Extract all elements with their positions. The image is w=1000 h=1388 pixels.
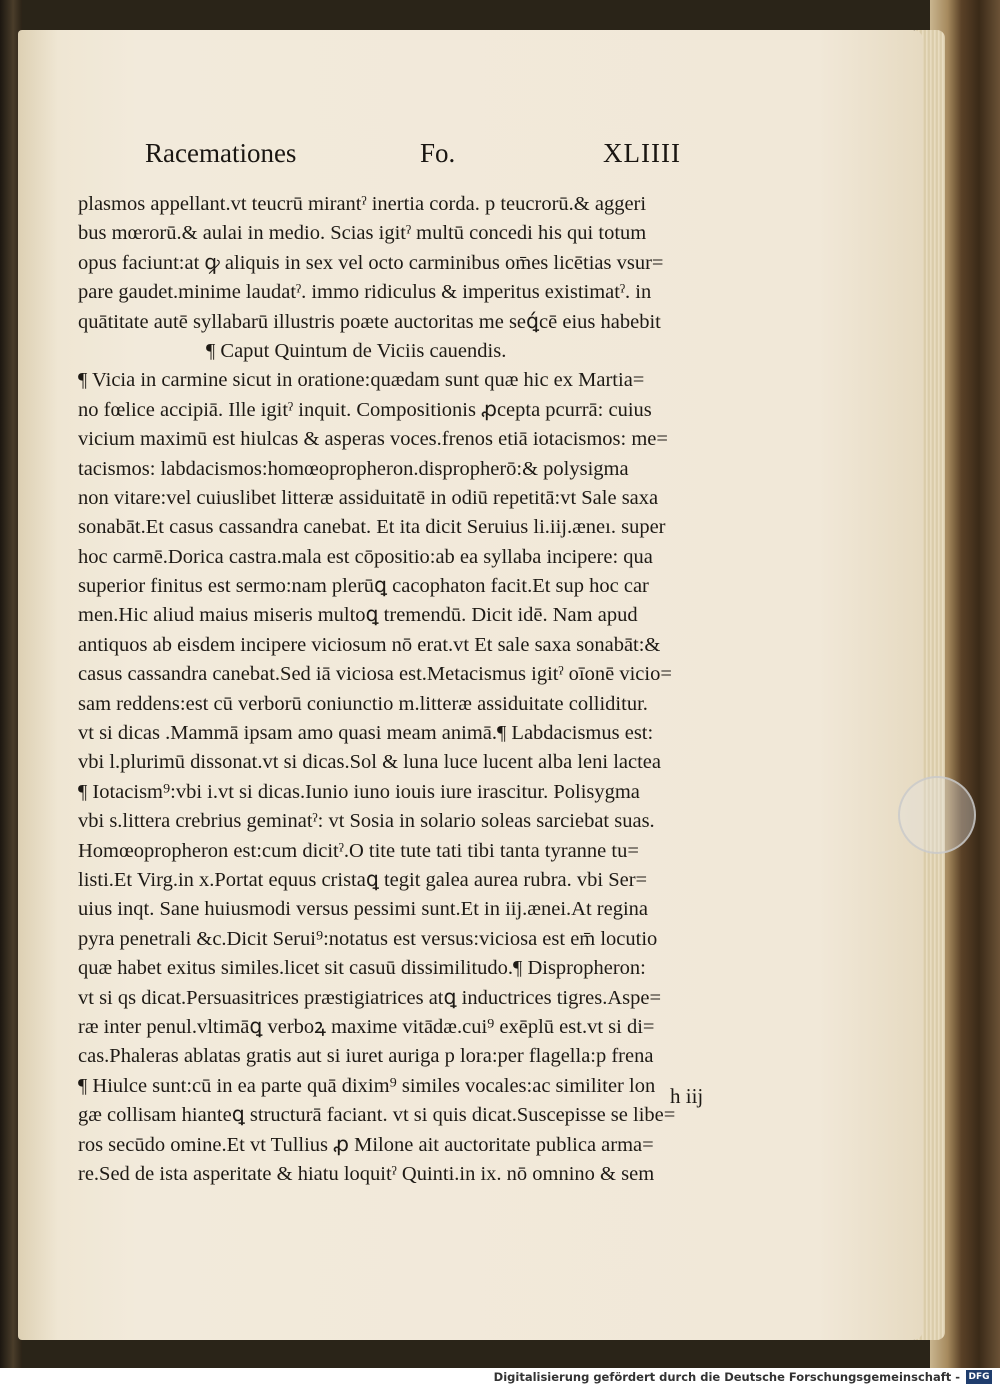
signature-mark: h iij bbox=[670, 1084, 704, 1108]
text-line: Homœopropheron est:cum dicitˀ.O tite tute tati tibi tanta tyranne tu= bbox=[78, 839, 639, 862]
text-line: men.Hic aliud maius miseris multoꝗ tremendū. Dicit idē. Nam apud bbox=[78, 604, 638, 627]
text-line: antiquos ab eisdem incipere viciosum nō erat.vt Et sale saxa sonabāt:& bbox=[78, 633, 661, 656]
text-line: vicium maximū est hiulcas & asperas voces.frenos etiā iotacismos: me= bbox=[78, 428, 668, 451]
text-line: casus cassandra canebat.Sed iā viciosa est.Metacismus igitˀ oīonē vicio= bbox=[78, 663, 672, 686]
text-line: uius inqt. Sane huiusmodi versus pessimi sunt.Et in iij.ænei.At regina bbox=[78, 898, 648, 921]
text-line: pare gaudet.minime laudatˀ. immo ridiculus & imperitus existimatˀ. in bbox=[78, 281, 652, 304]
text-line: ¶ Vicia in carmine sicut in oratione:quædam sunt quæ hic ex Martia= bbox=[78, 369, 645, 392]
text-line: superior finitus est sermo:nam plerūꝗ cacophaton facit.Et sup hoc car bbox=[78, 575, 649, 598]
text-line: sam reddens:est cū verborū coniunctio m.litteræ assiduitate colliditur. bbox=[78, 692, 648, 715]
text-line: cas.Phaleras ablatas gratis aut si iuret auriga p lora:per flagella:p frena bbox=[78, 1045, 654, 1068]
text-line: vt si dicas .Mammā ipsam amo quasi meam animā.¶ Labdacismus est: bbox=[78, 722, 654, 745]
footer-bar bbox=[0, 1368, 1000, 1388]
text-line: listi.Et Virg.in x.Portat equus cristaꝗ tegit galea aurea rubra. vbi Ser= bbox=[78, 868, 648, 891]
folio-label: Fo. bbox=[420, 138, 456, 168]
text-line: ros secūdo omine.Et vt Tullius ꝓ Milone ait auctoritate publica arma= bbox=[78, 1133, 654, 1156]
text-line: quæ habet exitus similes.licet sit casuū dissimilitudo.¶ Dispropheron: bbox=[78, 957, 646, 980]
running-title: Racemationes bbox=[145, 138, 297, 168]
text-line: vt si qs dicat.Persuasitrices præstigiatrices atꝗ inductrices tigres.Aspe= bbox=[78, 986, 662, 1009]
dfg-logo: DFG bbox=[966, 1370, 992, 1384]
chapter-heading: ¶ Caput Quintum de Viciis cauendis. bbox=[206, 339, 507, 362]
running-header bbox=[145, 138, 690, 178]
paper-clip bbox=[898, 776, 976, 854]
text-line: ¶ Hiulce sunt:cū in ea parte quā dixim⁹ similes vocales:ac similiter lon bbox=[78, 1074, 656, 1097]
text-line: re.Sed de ista asperitate & hiatu loquitˀ Quinti.in ix. nō omnino & sem bbox=[78, 1162, 655, 1185]
text-line: tacismos: labdacismos:homœopropheron.dispropherō:& polysigma bbox=[78, 457, 629, 480]
text-line: hoc carmē.Dorica castra.mala est cōpositio:ab ea syllaba incipere: qua bbox=[78, 545, 653, 568]
folio-number: XLIIII bbox=[603, 138, 681, 168]
funding-notice: Digitalisierung gefördert durch die Deutsche Forschungsgemeinschaft - bbox=[493, 1370, 960, 1384]
text-line: ¶ Iotacism⁹:vbi i.vt si dicas.Iunio iuno iouis iure irascitur. Polisygma bbox=[78, 780, 640, 803]
text-line: bus mœrorū.& aulai in medio. Scias igitˀ multū concedi his qui totum bbox=[78, 222, 647, 245]
text-line: non vitare:vel cuiuslibet litteræ assiduitatē in odiū repetitā:vt Sale saxa bbox=[78, 486, 659, 509]
body-text bbox=[78, 190, 768, 1189]
text-line: vbi l.plurimū dissonat.vt si dicas.Sol & luna luce lucent alba leni lactea bbox=[78, 751, 661, 774]
text-line: quātitate autē syllabarū illustris poæte auctoritas me seꝗ́cē eius habebit bbox=[78, 310, 661, 333]
text-line: vbi s.littera crebrius geminatˀ: vt Sosia in solario soleas sarciebat suas. bbox=[78, 810, 655, 833]
text-line: ræ inter penul.vltimāꝗ verboꝝ maxime vitādæ.cui⁹ exēplū est.vt si di= bbox=[78, 1015, 655, 1038]
text-line: sonabāt.Et casus cassandra canebat. Et ita dicit Seruius li.iij.æneı. super bbox=[78, 516, 666, 539]
text-line: gæ collisam hianteꝗ structurā faciant. vt si quis dicat.Suscepisse se libe= bbox=[78, 1104, 676, 1127]
text-line: plasmos appellant.vt teucrū mirantˀ inertia corda. p teucrorū.& aggeri bbox=[78, 193, 647, 215]
text-line: no fœlice accipiā. Ille igitˀ inquit. Compositionis ꝓcepta pcurrā: cuius bbox=[78, 398, 652, 421]
text-line: pyra penetrali &c.Dicit Serui⁹:notatus est versus:viciosa est em̄ locutio bbox=[78, 927, 658, 950]
text-line: opus faciunt:at ꝙ aliquis in sex vel octo carminibus om̄es licētias vsur= bbox=[78, 251, 664, 274]
